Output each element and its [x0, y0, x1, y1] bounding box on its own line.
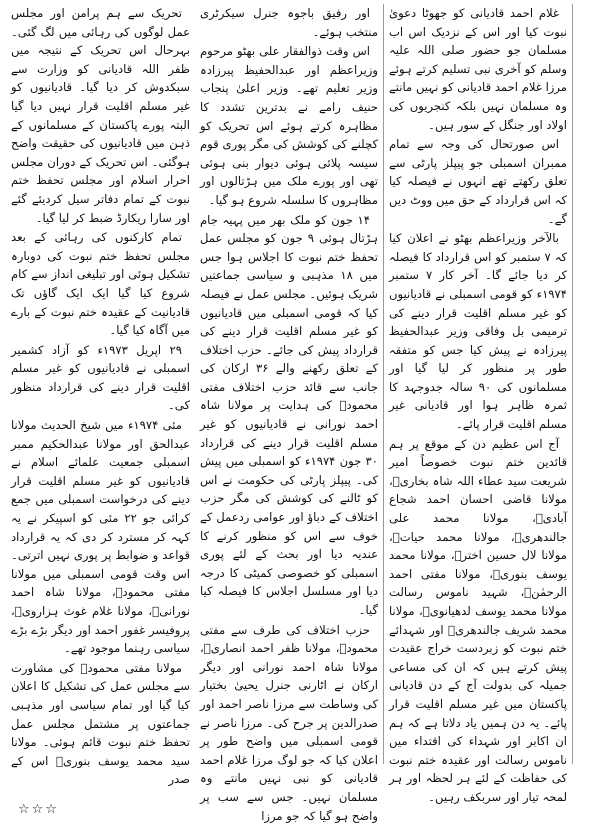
- paragraph: ۱۴ جون کو ملک بھر میں پہیہ جام ہڑتال ہوئی ۹ جون کو مجلس عمل تحفظ ختم نبوت کا اجلاس ہوا جس میں ۱۸ مذہبی و سیاسی جماعتیں شریک ہوئیں۔ مجلس عمل نے فیصلہ کیا کہ قومی اسمبلی میں قادیانیوں کو غیر مسلم اقلیت قرار دینے کی قرارداد پیش کی جائے۔ حزب اختلاف کے تعلق رکھنے والے ۳۶ ارکان کی جانب سے قائد حزب اختلاف مفتی محمودؒ کی ہدایت پر مولانا شاہ احمد نورانی نے قادیانیوں کو غیر مسلم اقلیت قرار دینے کی قرارداد ۳۰ جون ۱۹۷۴ء کو اسمبلی میں پیش کی۔ پیپلز پارٹی کی حکومت نے اس کو ٹالنے کی کوشش کی مگر حزب اختلاف کے دباؤ اور عوامی ردعمل کے خوف سے اس کو منظور کرنے کا عندیہ دیا اور بحث کے لئے پوری اسمبلی کو خصوصی کمیٹی کا درجہ دیا اور مسلسل اجلاس کا فیصلہ کیا گیا۔: [200, 212, 378, 617]
- paragraph: اس صورتحال کی وجہ سے تمام ممبران اسمبلی جو پیپلز پارٹی سے تعلق رکھتے تھے انہوں نے فیصلہ کیا کہ اس قرارداد کے حق میں ووٹ دیں گے۔: [389, 137, 567, 226]
- paragraph: آج اس عظیم دن کے موقع پر ہم قائدین ختم نبوت خصوصاً امیر شریعت سید عطاء اللہ شاہ بخاریؒ، مولانا قاضی احسان احمد شجاع آبادیؒ، مولانا محمد علی جالندھریؒ، مولانا محمد حیاتؒ، مولانا لال حسین اخترؒ، مولانا محمد یوسف بنوریؒ، مولانا مفتی احمد الرحمٰنؒ، شہید ناموس رسالت مولانا محمد یوسف لدھیانویؒ، مولانا محمد شریف جالندھریؒ اور شہدائے ختم نبوت کو زبردست خراج عقیدت پیش کرتے ہیں کہ ان کی مساعی جمیلہ کی بدولت آج کے دن قادیانی پاکستان میں غیر مسلم اقلیت قرار پائے۔ یہ دن ہمیں یاد دلاتا ہے کہ ہم ان اکابر اور شہداء کی اقتداء میں ناموس رسالت اور عقیدہ ختم نبوت کی حفاظت کے لئے ہر لحظہ اور ہر لمحہ تیار اور سربکف رہیں۔: [389, 436, 567, 804]
- end-stars: ☆☆☆: [18, 802, 59, 817]
- column-left: [384, 4, 573, 804]
- paragraph: مولانا مفتی محمودؒ کی مشاورت سے مجلس عمل کی تشکیل کا اعلان کیا گیا اور تمام سیاسی اور مذہبی جماعتوں پر مشتمل مجلس عمل تحفظ ختم نبوت قائم ہوئی۔ مولانا سید محمد یوسف بنوریؒ اس کے صدر: [11, 660, 190, 787]
- paragraph: مئی ۱۹۷۴ء میں شیخ الحدیث مولانا عبدالحق اور مولانا عبدالحکیم ممبر اسمبلی جمعیت علمائے اسلام نے قادیانیوں کو غیر مسلم اقلیت قرار دینے کی درخواست اسمبلی میں جمع کرائی جو ۲۲ مئی کو اسپیکر نے یہ کہہ کر مسترد کر دی کہ یہ قرارداد قواعد و ضوابط پر پوری نہیں اترتی۔ اس وقت قومی اسمبلی میں مولانا مفتی محمودؒ، مولانا شاہ احمد نورانیؒ، مولانا غلام غوث ہزارویؒ، پروفیسر غفور احمد اور دیگر بڑے بڑے سیاسی رہنما موجود تھے۔: [11, 418, 190, 656]
- paragraph: تحریک سے ہم پرامن اور مجلس عمل لوگوں کی رہائی میں لگ گئی۔ بہرحال اس تحریک کے نتیجہ میں ظفر اللہ قادیانی کو وزارت سے سبکدوش کر دیا گیا۔ قادیانیوں کو غیر مسلم اقلیت قرار نہیں دیا گیا البتہ پورے پاکستان کے مسلمانوں کے ذہن میں قادیانیوں کی حقیقت واضح ہوگئی۔ اس تحریک کے دوران مجلس احرار اسلام اور مجلس تحفظ ختم نبوت کے تمام دفاتر سیل کردیئے گئے اور سارا ریکارڈ ضبط کر لیا گیا۔: [11, 6, 190, 225]
- paragraph: حزب اختلاف کی طرف سے مفتی محمودؒ، مولانا ظفر احمد انصاریؒ، مولانا شاہ احمد نورانی اور دیگر ارکان نے اٹارنی جنرل یحییٰ بختیار کی وساطت سے مرزا ناصر احمد اور صدرالدین پر جرح کی۔ مرزا ناصر نے قومی اسمبلی میں واضح طور پر اعلان کیا کہ جو لوگ مرزا غلام احمد قادیانی کو نبی نہیں مانتے وہ مسلمان نہیں۔ جس سے سب پر واضح ہو گیا کہ جو مرزا: [200, 622, 378, 823]
- paragraph: اس وقت ذوالفقار علی بھٹو مرحوم وزیراعظم اور عبدالحفیظ پیرزادہ وزیر تعلیم تھے۔ وزیر اعلیٰ پنجاب حنیف رامے نے بدترین تشدد کا مظاہرہ کرتے ہوئے اس تحریک کو کچلنے کی کوشش کی مگر پوری قوم سیسہ پلائی ہوئی دیوار بنی ہوئی تھی اور پورے ملک میں ہڑتالوں اور مظاہروں کا سلسلہ شروع ہو گیا۔: [200, 44, 378, 207]
- column-right: [6, 4, 195, 787]
- paragraph: اور رفیق باجوہ جنرل سیکرٹری منتخب ہوئے۔: [200, 6, 378, 39]
- column-middle: [195, 4, 384, 823]
- paragraph: بالآخر وزیراعظم بھٹو نے اعلان کیا کہ ۷ ستمبر کو اس قرارداد کا فیصلہ کر دیا جائے گا۔ آخر کار ۷ ستمبر ۱۹۷۴ء کو قومی اسمبلی نے قادیانیوں کو غیر مسلم اقلیت قرار دینے کی ترمیمی بل وفاقی وزیر عبدالحفیظ پیرزادہ نے پیش کیا جس کو متفقہ طور پر منظور کر لیا گیا اور مسلمانوں کی ۹۰ سالہ جدوجہد کا ثمرہ ظاہر ہوا اور قادیانی غیر مسلم اقلیت قرار پائے۔: [389, 231, 568, 432]
- paragraph: تمام کارکنوں کی رہائی کے بعد مجلس تحفظ ختم نبوت کی دوبارہ تشکیل ہوئی اور تبلیغی انداز سے کام شروع کیا گیا ایک ایک گاؤں تک قادیانیت کے عقیدہ ختم نبوت کے بارے میں آگاہ کیا گیا۔: [11, 230, 190, 338]
- paragraph: غلام احمد قادیانی کو جھوٹا دعویٰ نبوت کیا اور اس کے نزدیک اس اب مسلمان جو حضور صلی اللہ علیہ وسلم کو آخری نبی تسلیم کرتے ہوئے مرزا غلام احمد قادیانی کو نہیں مانتے وہ مسلمان نہیں بلکہ کنجریوں کی اولاد اور جنگل کے سور ہیں۔: [389, 6, 567, 132]
- paragraph: ۲۹ اپریل ۱۹۷۳ء کو آزاد کشمیر اسمبلی نے قادیانیوں کو غیر مسلم اقلیت قرار دینے کی قرارداد منظور کی۔: [11, 342, 190, 413]
